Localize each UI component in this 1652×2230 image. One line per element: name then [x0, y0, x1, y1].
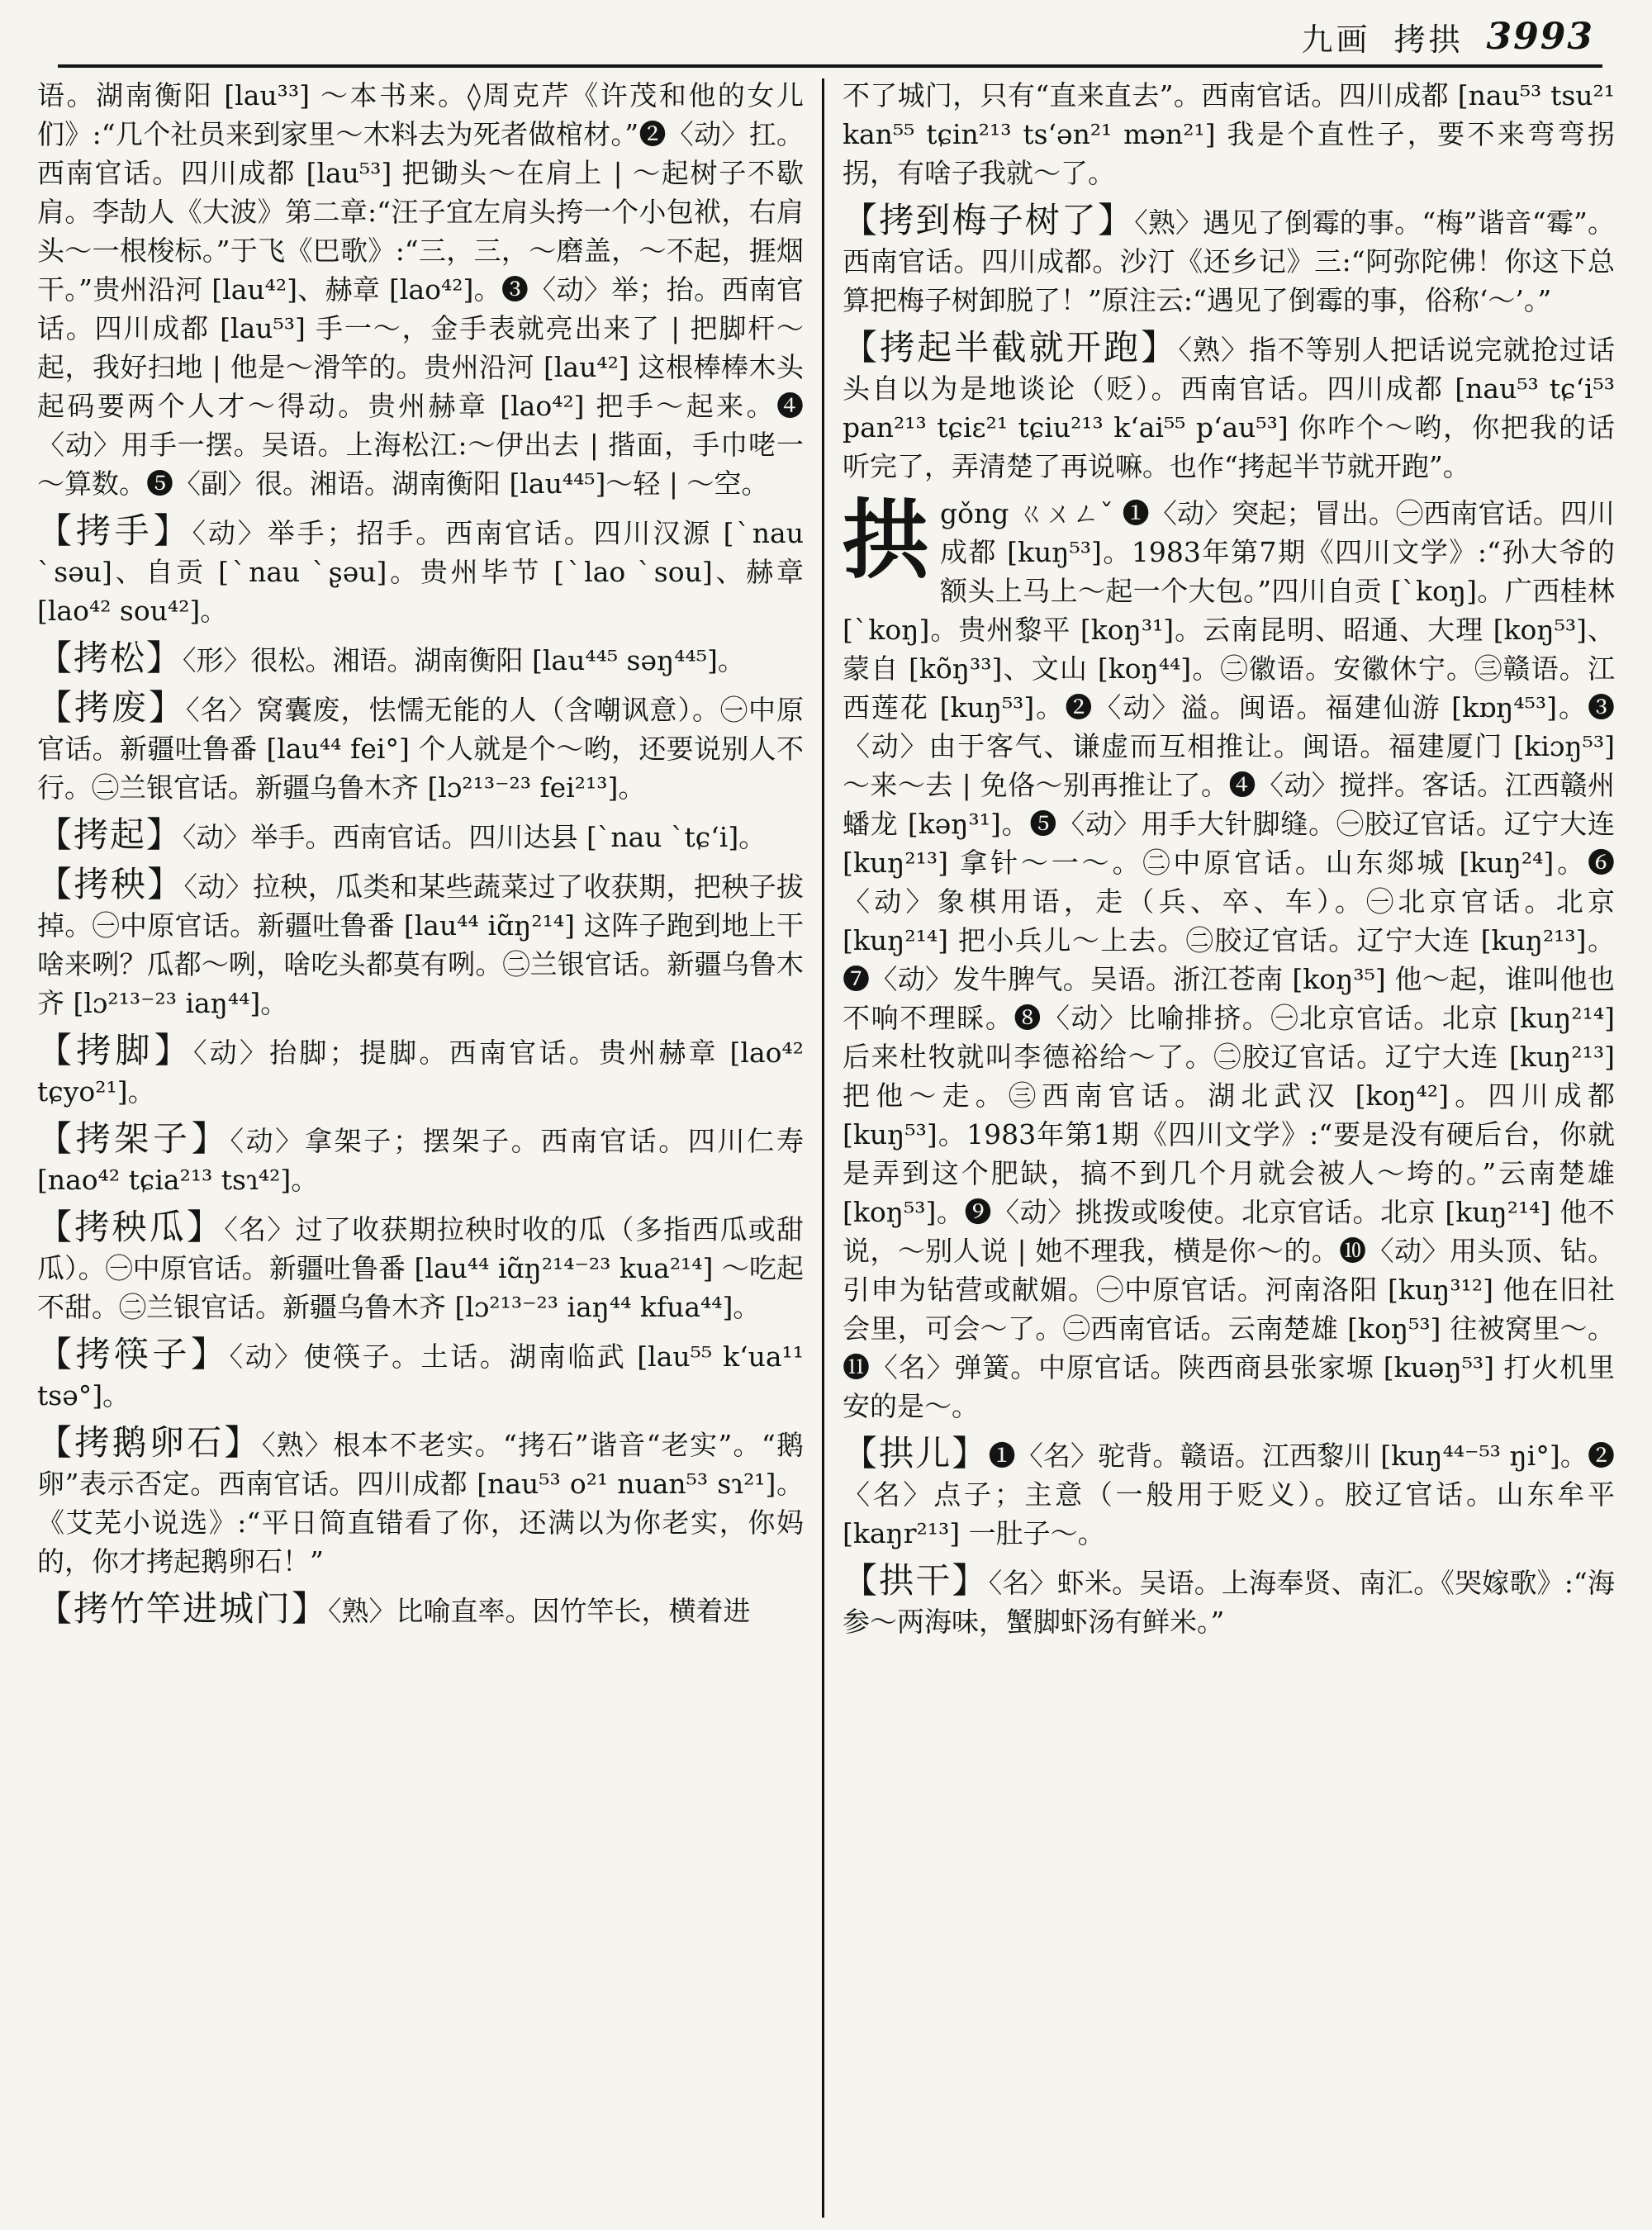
entry-text: 语。湖南衡阳 [lau³³] ～本书来。◊周克芹《许茂和他的女儿们》:“几个社员来到家里～木料去为死者做棺材。”❷〈动〉扛。西南官话。四川成都 [lau⁵³] 把锄头～在肩上 | ～起树子不歇肩。李劼人《大波》第二章:“汪子宜左肩头挎一个小包袱，右肩头～一根梭标。”于飞《巴歌》:“三，三，～磨盖，～不起，捱烟干。”贵州沿河 [lau⁴²]、赫章 [lao⁴²]。❸〈动〉举；抬。西南官话。四川成都 [lau⁵³] 手一～，金手表就亮出来了 | 把脚杆～起，我好扫地 | 他是～滑竿的。贵州沿河 [lau⁴²] 这根棒棒木头起码要两个人才～得动。贵州赫章 [lao⁴²] 把手～起来。❹〈动〉用手一摆。吴语。上海松江:～伊出去 | 揩面，手巾咾一～算数。❺〈副〉很。湘语。湖南衡阳 [lau⁴⁴⁵]～轻 | ～空。: [37, 79, 804, 500]
dictionary-entry: [843, 76, 1615, 192]
main-headword-character: 拱: [843, 489, 929, 591]
entry-text: 〈熟〉根本不老实。“拷石”谐音“老实”。“鹅卵”表示否定。西南官话。四川成都 [nau⁵³ o²¹ nuan⁵³ sɿ²¹]。《艾芜小说选》:“平日简直错看了你，还满以为你老实，你妈的，你才拷起鹅卵石！”: [37, 1429, 804, 1578]
header-rule: [58, 64, 1602, 68]
entry-text: 〈动〉举手。西南官话。四川达县 [ˋnau ˋtɕʻi]。: [183, 821, 767, 853]
dictionary-entry: [37, 638, 804, 680]
entry-text: 〈动〉拿架子；摆架子。西南官话。四川仁寿 [nao⁴² tɕia²¹³ tsɿ⁴²]。: [37, 1125, 804, 1196]
entry-headword: 【拷秧瓜】: [37, 1207, 225, 1247]
entry-headword: 【拷起】: [37, 814, 183, 855]
entry-text: 〈名〉过了收获期拉秧时收的瓜（多指西瓜或甜瓜）。㊀中原官话。新疆吐鲁番 [lau⁴⁴ iɑ̃ŋ²¹⁴⁻²³ kua²¹⁴] ～吃起不甜。㊁兰银官话。新疆乌鲁木齐 [lɔ²¹³⁻²³ iaŋ⁴⁴ kfua⁴⁴]。: [37, 1213, 804, 1323]
entry-text: 〈动〉拉秧，瓜类和某些蔬菜过了收获期，把秧子拔掉。㊀中原官话。新疆吐鲁番 [lau⁴⁴ iɑ̃ŋ²¹⁴] 这阵子跑到地上干啥来咧？瓜都～咧，啥吃头都莫有咧。㊁兰银官话。新疆乌鲁木齐 [lɔ²¹³⁻²³ iaŋ⁴⁴]。: [37, 871, 804, 1019]
entry-text: 〈形〉很松。湘语。湖南衡阳 [lau⁴⁴⁵ səŋ⁴⁴⁵]。: [183, 644, 745, 676]
entry-headword: 【拷鹅卵石】: [37, 1422, 262, 1463]
entry-headword: 【拷秧】: [37, 864, 184, 904]
dictionary-entry: [37, 511, 804, 630]
right-column: [843, 76, 1615, 2215]
entry-headword: 【拷松】: [37, 638, 183, 678]
entry-headword: 【拱儿】: [843, 1433, 989, 1473]
dictionary-entry: [37, 1208, 804, 1326]
entry-text: 〈名〉窝囊废，怯懦无能的人（含嘲讽意）。㊀中原官话。新疆吐鲁番 [lau⁴⁴ fei°] 个人就是个～哟，还要说别人不行。㊁兰银官话。新疆乌鲁木齐 [lɔ²¹³⁻²³ fei²¹³]。: [37, 694, 804, 804]
entry-text: ❶〈名〉驼背。赣语。江西黎川 [kuŋ⁴⁴⁻⁵³ ŋi°]。❷〈名〉点子；主意（一般用于贬义）。胶辽官话。山东牟平 [kaŋr²¹³] 一肚子～。: [843, 1440, 1615, 1549]
dictionary-entry: [37, 1335, 804, 1415]
dictionary-entry: [37, 1423, 804, 1581]
entry-text: 〈动〉举手；招手。西南官话。四川汉源 [ˋnau ˋsəu]、自贡 [ˋnau ˋʂəu]。贵州毕节 [ˋlao ˋsou]、赫章 [lao⁴² sou⁴²]。: [37, 517, 804, 627]
entry-headword: 【拷架子】: [37, 1118, 230, 1159]
entry-headword: 【拷手】: [37, 510, 192, 551]
entry-headword: 【拷废】: [37, 687, 186, 728]
dictionary-entry: [37, 1119, 804, 1199]
left-column: [37, 76, 804, 2215]
dictionary-entry: [37, 1031, 804, 1111]
entry-text: 不了城门，只有“直来直去”。西南官话。四川成都 [nau⁵³ tsu²¹ kan⁵⁵ tɕin²¹³ tsʻən²¹ mən²¹] 我是个直性子，要不来弯弯拐拐，有啥子我就～了。: [843, 79, 1615, 189]
column-divider: [822, 78, 824, 2218]
entry-text: gǒng ㄍㄨㄥˇ ❶〈动〉突起；冒出。㊀西南官话。四川成都 [kuŋ⁵³]。1983年第7期《四川文学》:“孙大爷的额头上马上～起一个大包。”四川自贡 [ˋkoŋ]。广西桂林 [ˋkoŋ]。贵州黎平 [koŋ³¹]。云南昆明、昭通、大理 [koŋ⁵³]、蒙自 [kõŋ³³]、文山 [koŋ⁴⁴]。㊁徽语。安徽休宁。㊂赣语。江西莲花 [kuŋ⁵³]。❷〈动〉溢。闽语。福建仙游 [kɒŋ⁴⁵³]。❸〈动〉由于客气、谦虚而互相推让。闽语。福建厦门 [kiɔŋ⁵³] ～来～去 | 免佫～别再推让了。❹〈动〉搅拌。客话。江西赣州蟠龙 [kəŋ³¹]。❺〈动〉用手大针脚缝。㊀胶辽官话。辽宁大连 [kuŋ²¹³] 拿针～一～。㊁中原官话。山东郯城 [kuŋ²⁴]。❻〈动〉象棋用语，走（兵、卒、车）。㊀北京官话。北京 [kuŋ²¹⁴] 把小兵儿～上去。㊁胶辽官话。辽宁大连 [kuŋ²¹³]。❼〈动〉发牛脾气。吴语。浙江苍南 [koŋ³⁵] 他～起，谁叫他也不响不理睬。❽〈动〉比喻排挤。㊀北京官话。北京 [kuŋ²¹⁴] 后来杜牧就叫李德裕给～了。㊁胶辽官话。辽宁大连 [kuŋ²¹³] 把他～走。㊂西南官话。湖北武汉 [koŋ⁴²]。四川成都 [kuŋ⁵³]。1983年第1期《四川文学》:“要是没有硬后台，你就是弄到这个肥缺，搞不到几个月就会被人～垮的。”云南楚雄 [koŋ⁵³]。❾〈动〉挑拨或唆使。北京官话。北京 [kuŋ²¹⁴] 他不说，～别人说 | 她不理我，横是你～的。❿〈动〉用头顶、钻。引申为钻营或献媚。㊀中原官话。河南洛阳 [kuŋ³¹²] 他在旧社会里，可会～了。㊁西南官话。云南楚雄 [koŋ⁵³] 往被窝里～。⓫〈名〉弹簧。中原官话。陕西商县张家塬 [kuəŋ⁵³] 打火机里安的是～。: [843, 497, 1615, 1422]
dictionary-entry: [843, 1434, 1615, 1553]
entry-headword: 【拷竹竿进城门】: [37, 1588, 329, 1629]
dictionary-entry: [37, 865, 804, 1022]
entry-text: 〈动〉抬脚；提脚。西南官话。贵州赫章 [lao⁴² tɕyo²¹]。: [37, 1037, 804, 1108]
entry-text: 〈熟〉指不等别人把话说完就抢过话头自以为是地谈论（贬）。西南官话。四川成都 [nau⁵³ tɕʻi⁵³ pan²¹³ tɕiɛ²¹ tɕiu²¹³ kʻai⁵⁵ pʻau⁵³] 你咋个～哟，你把我的话听完了，弄清楚了再说嘛。也作“拷起半节就开跑”。: [843, 334, 1615, 482]
page-number: 3993: [1486, 15, 1594, 58]
dictionary-entry: [37, 1589, 804, 1630]
dictionary-entry: [843, 489, 1615, 1426]
header-chars: 拷拱: [1393, 21, 1464, 58]
entry-headword: 【拷脚】: [37, 1030, 193, 1070]
entry-headword: 【拷筷子】: [37, 1334, 230, 1374]
entry-headword: 【拷到梅子树了】: [843, 200, 1135, 240]
entry-text: 〈熟〉比喻直率。因竹竿长，横着进: [328, 1595, 751, 1627]
entry-text: 〈熟〉遇见了倒霉的事。“梅”谐音“霉”。西南官话。四川成都。沙汀《还乡记》三:“阿弥陀佛！你这下总算把梅子树卸脱了！”原注云:“遇见了倒霉的事，俗称‘～’。”: [843, 206, 1615, 316]
header-section: 九画: [1301, 21, 1371, 58]
dictionary-entry: [843, 328, 1615, 486]
dictionary-entry: [843, 1561, 1615, 1641]
dictionary-entry: [37, 76, 804, 503]
entry-headword: 【拷起半截就开跑】: [843, 327, 1179, 368]
entry-headword: 【拱干】: [843, 1560, 989, 1601]
dictionary-entry: [843, 201, 1615, 320]
dictionary-entry: [37, 688, 804, 807]
page-header: [58, 13, 1594, 59]
dictionary-entry: [37, 815, 804, 856]
entry-text: 〈名〉虾米。吴语。上海奉贤、南汇。《哭嫁歌》:“海参～两海味，蟹脚虾汤有鲜米。”: [843, 1567, 1615, 1638]
entry-text: 〈动〉使筷子。土话。湖南临武 [lau⁵⁵ kʻua¹¹ tsə°]。: [37, 1340, 804, 1412]
